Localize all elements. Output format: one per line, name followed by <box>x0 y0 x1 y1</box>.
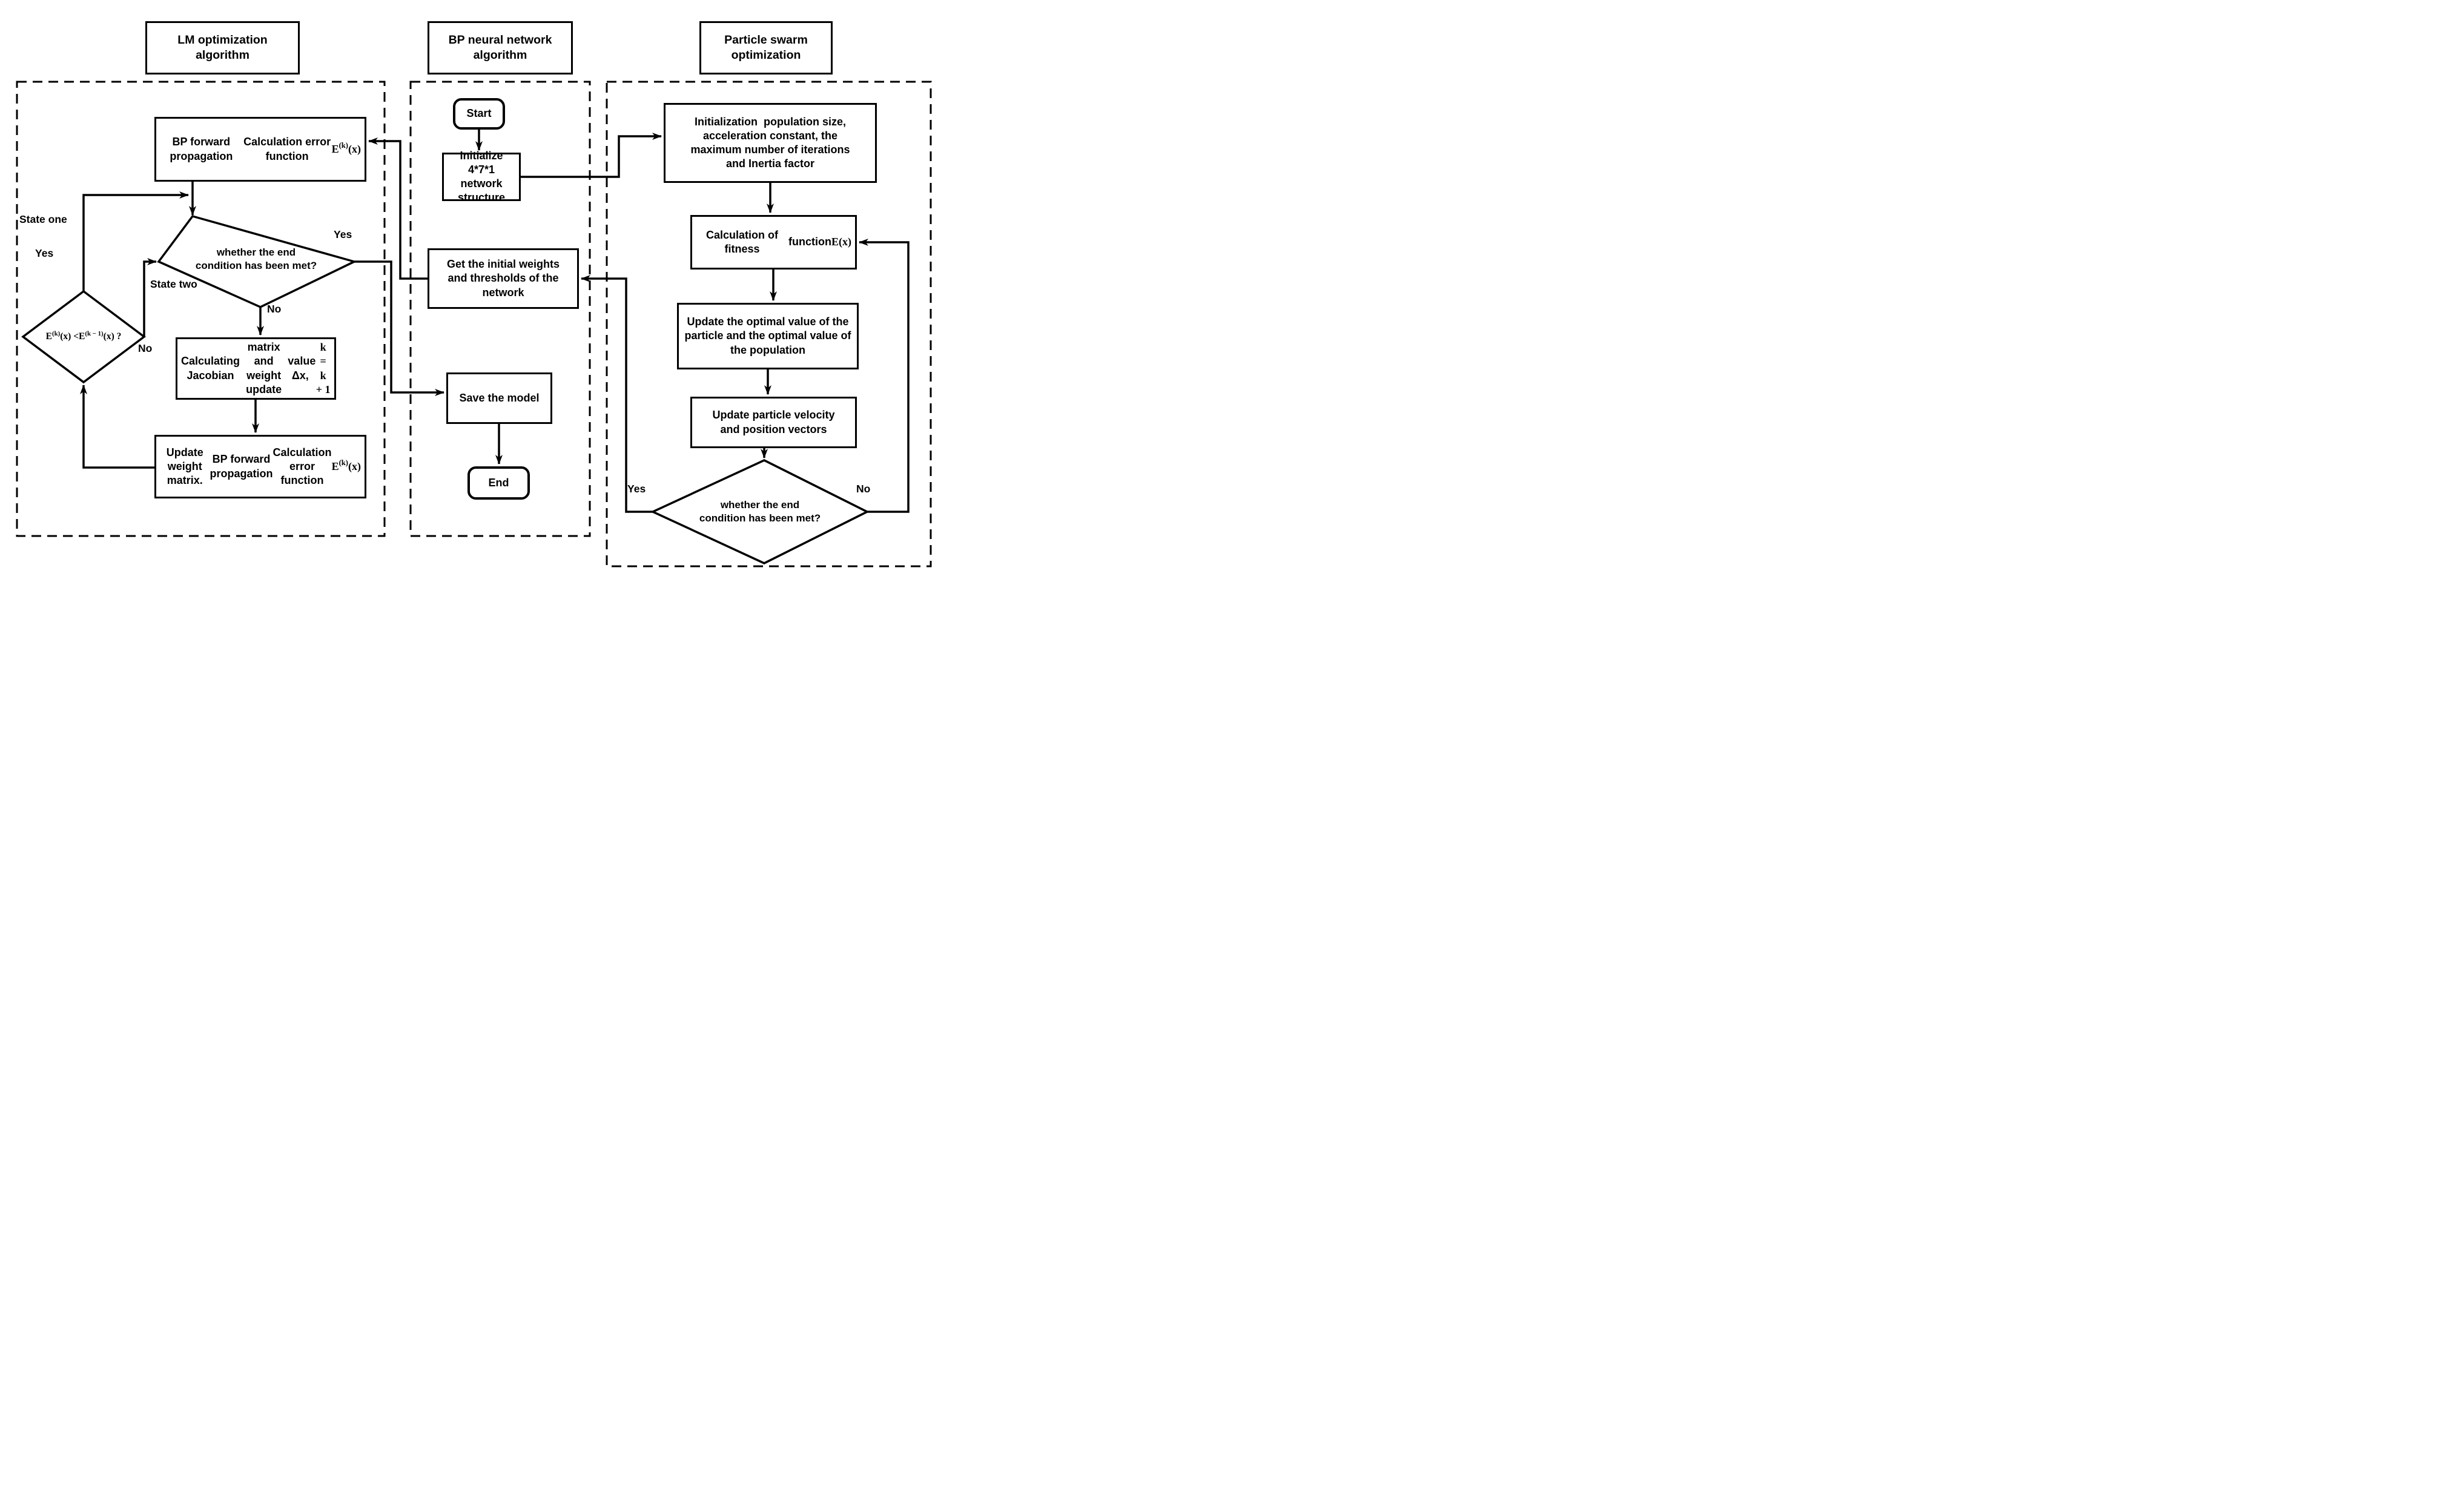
lm-end-condition-text: whether the end condition has been met? <box>195 246 317 271</box>
arrow-pso-yes-to-getweights <box>581 279 653 512</box>
bp-save-model-box: Save the model <box>446 372 552 424</box>
label-pso-no: No <box>856 483 871 495</box>
pso-column-title: Particle swarm optimization <box>699 21 833 74</box>
bp-start-terminator: Start <box>453 98 505 130</box>
arrow-getweights-to-forward <box>369 141 428 279</box>
lm-error-compare-text: E (k) (x) < E (k − 1) (x) ? <box>45 329 122 342</box>
label-state-one: State one <box>19 213 67 225</box>
bp-get-weights-box: Get the initial weights and thresholds of the network <box>428 248 579 309</box>
pso-fitness-box: Calculation of fitness function E(x) <box>690 215 857 270</box>
label-small-no: No <box>138 342 153 354</box>
bp-init-network-box: Initialize 4*7*1 network structure <box>442 153 521 201</box>
lm-jacobian-box: Calculating Jacobian matrix and weight update value Δx, k = k + 1 <box>176 337 336 400</box>
arrow-pso-no-to-fitness <box>859 242 908 512</box>
pso-update-optimal-box: Update the optimal value of the particle and the optimal value of the population <box>677 303 859 369</box>
label-state-two: State two <box>150 278 197 290</box>
label-small-yes: Yes <box>35 247 54 259</box>
label-main-yes: Yes <box>334 228 352 240</box>
lm-column-title: LM optimization algorithm <box>145 21 300 74</box>
pso-update-velocity-box: Update particle velocity and position vectors <box>690 397 857 448</box>
bp-end-terminator: End <box>467 466 530 500</box>
arrow-update-to-compare <box>84 385 154 468</box>
arrow-init-to-pso <box>521 136 661 177</box>
lm-forward-propagation-box: BP forward propagation Calculation error function E (k) (x) <box>154 117 366 182</box>
label-pso-yes: Yes <box>627 483 646 495</box>
label-main-no: No <box>267 303 282 315</box>
flowchart-canvas <box>0 0 936 571</box>
lm-update-weights-box: Update weight matrix. BP forward propagation Calculation error function E (k) (x) <box>154 435 366 498</box>
pso-end-condition-text: whether the end condition has been met? <box>699 498 821 524</box>
pso-init-params-box: Initialization population size, acceleration constant, the maximum number of iterations and Inertia factor <box>664 103 877 183</box>
arrow-statetwo-loop <box>144 262 156 337</box>
bp-column-title: BP neural network algorithm <box>428 21 573 74</box>
